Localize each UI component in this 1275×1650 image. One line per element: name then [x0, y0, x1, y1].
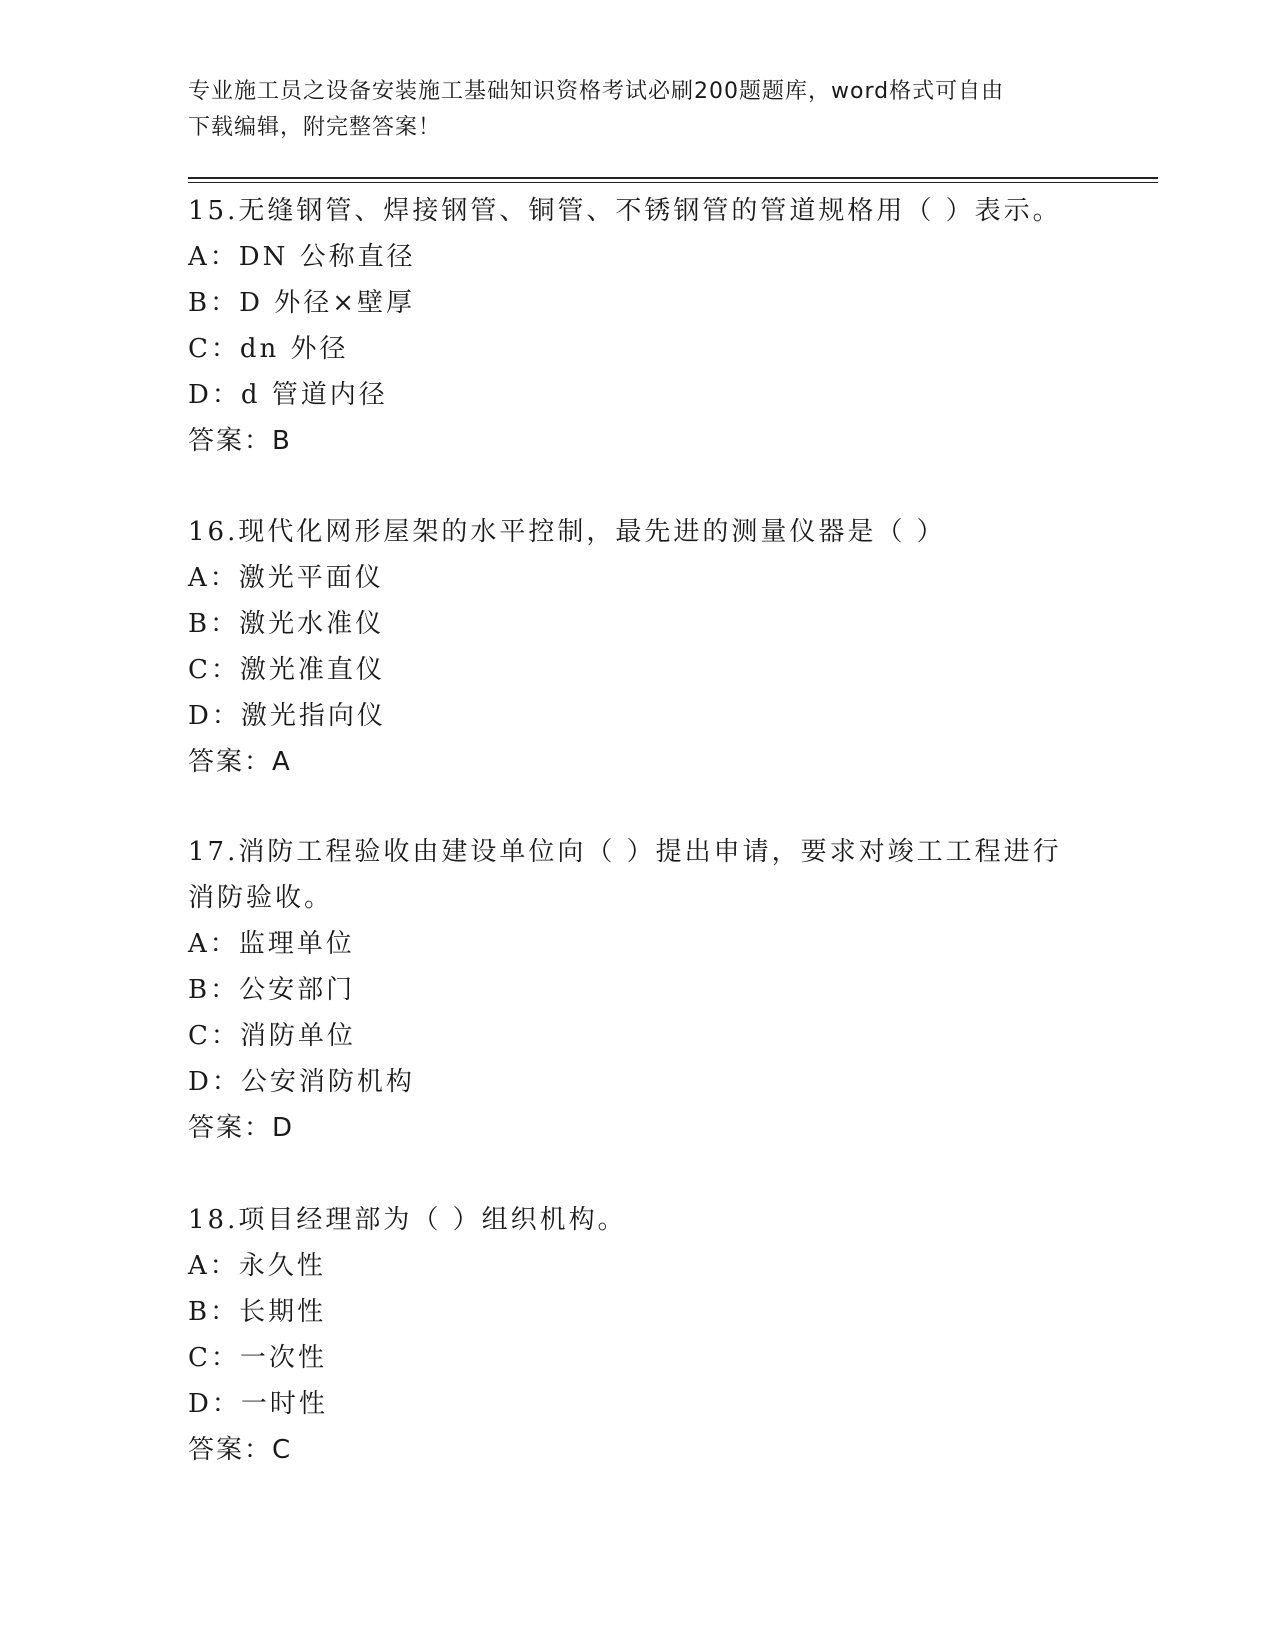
option-a: A：永久性: [188, 1251, 326, 1281]
option-c: C：消防单位: [188, 1021, 356, 1051]
question-16: [188, 509, 1088, 785]
question-stem: 18.项目经理部为（ ）组织机构。: [188, 1205, 627, 1235]
option-c: C：dn 外径: [188, 334, 349, 364]
option-b: B：长期性: [188, 1297, 327, 1327]
option-c: C：激光准直仪: [188, 655, 385, 685]
option-b: B：激光水准仪: [188, 609, 385, 639]
question-stem: 15.无缝钢管、焊接钢管、铜管、不锈钢管的管道规格用（ ）表示。: [188, 196, 1062, 226]
question-18: [188, 1197, 1088, 1473]
question-17: [188, 829, 1088, 1151]
header-divider-thick: [188, 177, 1158, 179]
answer: 答案：B: [188, 426, 292, 456]
option-d: D：激光指向仪: [188, 701, 386, 731]
header-divider-thin: [188, 182, 1158, 183]
option-c: C：一次性: [188, 1343, 327, 1373]
answer: 答案：A: [188, 747, 292, 777]
answer: 答案：D: [188, 1113, 295, 1143]
question-stem: 16.现代化网形屋架的水平控制，最先进的测量仪器是（ ）: [188, 517, 946, 547]
question-15: [188, 188, 1088, 464]
option-d: D：d 管道内径: [188, 380, 388, 410]
option-a: A：激光平面仪: [188, 563, 384, 593]
header-line-1: 专业施工员之设备安装施工基础知识资格考试必刷200题题库，word格式可自由: [188, 79, 1005, 104]
option-b: B：公安部门: [188, 975, 356, 1005]
document-header: [188, 74, 1068, 146]
option-d: D：公安消防机构: [188, 1067, 415, 1097]
question-stem-continued: 消防验收。: [188, 883, 334, 913]
header-line-2: 下载编辑，附完整答案！: [188, 115, 442, 140]
question-stem: 17.消防工程验收由建设单位向（ ）提出申请，要求对竣工工程进行: [188, 837, 1062, 867]
option-b: B：D 外径×壁厚: [188, 288, 416, 318]
answer: 答案：C: [188, 1435, 293, 1465]
option-a: A：DN 公称直径: [188, 242, 416, 272]
option-a: A：监理单位: [188, 929, 355, 959]
option-d: D：一时性: [188, 1389, 328, 1419]
